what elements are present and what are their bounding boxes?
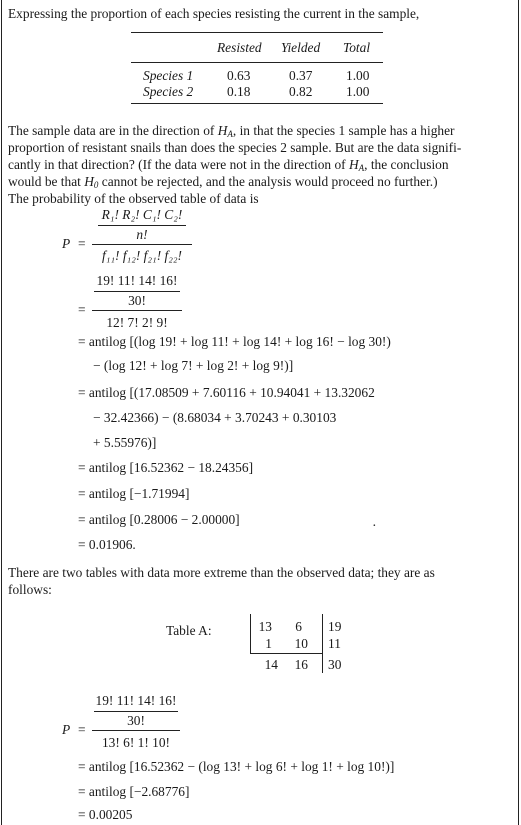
table-a-total: 16 <box>294 657 308 672</box>
formula1-line: = antilog [0.28006 − 2.00000] <box>78 512 240 527</box>
table-top-rule <box>131 32 383 33</box>
formula1-line: = antilog [16.52362 − 18.24356] <box>78 460 254 475</box>
formula1-num-bottom: n! <box>136 227 148 242</box>
table-a-cell: 1 <box>265 636 272 651</box>
table-a-cell: 10 <box>294 636 308 651</box>
cell-s1-yielded: 0.37 <box>289 68 313 83</box>
right-margin-rule <box>518 0 519 825</box>
proportion-table <box>131 32 383 104</box>
left-margin-rule <box>1 0 2 825</box>
formula1-p: P <box>62 236 71 251</box>
formula1-line: = antilog [(log 19! + log 11! + log 14! + log 16! − log 30!) <box>78 334 391 349</box>
table-a-cell: 6 <box>295 619 302 634</box>
table-a-left-rule <box>250 614 251 654</box>
cell-s2-yielded: 0.82 <box>289 84 313 99</box>
table-a-label: Table A: <box>166 623 212 638</box>
formula1-eq: = <box>78 236 86 251</box>
header-resisted: Resisted <box>217 40 262 55</box>
header-total: Total <box>343 40 371 55</box>
cell-s2-resisted: 0.18 <box>227 84 251 99</box>
formula2-num-bottom: 30! <box>127 713 145 728</box>
formula1-line: = antilog [(17.08509 + 7.60116 + 10.94041 + 13.32062 <box>78 385 375 400</box>
table-a-total: 14 <box>264 657 278 672</box>
table-bottom-rule <box>131 103 383 104</box>
cell-s1-resisted: 0.63 <box>227 68 251 83</box>
analysis-paragraph: The sample data are in the direction of $H_A$, in that the species 1 sample has a higher proportion of resistant snails than does the species 2 sample. But are the data signifi- cantly in that direction? (If the data were not in the direction of $H_A$, the conclusion would be that $H_0$ cannot be rejected, and the analysis would proceed no further.) The probability of the observed table of data is <box>8 123 462 206</box>
table-a <box>250 614 360 672</box>
formula2-result: = 0.00205 <box>78 807 133 822</box>
formula1-num-top: R₁! R₂! C₁! C₂! <box>101 207 183 222</box>
formula2-line: = antilog [−2.68776] <box>78 784 190 799</box>
formula1-numeric-fraction <box>92 272 182 332</box>
row-label-species-1: Species 1 <box>143 68 194 83</box>
formula1-eq2: = <box>78 302 86 317</box>
table-header-rule <box>131 62 383 63</box>
formula2-main-bar <box>92 730 180 731</box>
formula1-line: − (log 12! + log 7! + log 2! + log 9!)] <box>93 358 294 373</box>
extreme-tables-paragraph: There are two tables with data more extreme than the observed data; they are as follows: <box>8 565 435 597</box>
formula2-fraction <box>92 692 180 752</box>
table-a-cell: 13 <box>258 619 272 634</box>
table-a-bottom-rule <box>250 653 322 654</box>
row-label-species-2: Species 2 <box>143 84 194 99</box>
formula1-num2-top: 19! 11! 14! 16! <box>96 273 178 288</box>
table-a-right-rule <box>322 614 323 673</box>
formula1-line: = antilog [−1.71994] <box>78 486 190 501</box>
formula2-line: = antilog [16.52362 − (log 13! + log 6! + log 1! + log 10!)] <box>78 759 395 774</box>
intro-text: Expressing the proportion of each species resisting the current in the sample, <box>8 6 420 21</box>
table-a-total: 30 <box>328 657 342 672</box>
header-yielded: Yielded <box>281 40 321 55</box>
cell-s2-total: 1.00 <box>346 84 370 99</box>
formula1-num2-bottom: 30! <box>128 293 146 308</box>
table-a-cell: 11 <box>328 636 341 651</box>
formula1-line: − 32.42366) − (8.68034 + 3.70243 + 0.30103 <box>93 410 337 425</box>
formula2-p: P <box>62 722 71 737</box>
stray-dot: · <box>372 519 377 534</box>
formula1-result: = 0.01906. <box>78 537 136 552</box>
cell-s1-total: 1.00 <box>346 68 370 83</box>
formula2-num-top: 19! 11! 14! 16! <box>95 693 177 708</box>
formula1-line: + 5.55976)] <box>93 435 157 450</box>
formula1-den: f₁₁! f₁₂! f₂₁! f₂₂! <box>101 248 182 263</box>
formula1-main-fraction <box>92 206 192 266</box>
formula1-main-bar <box>92 244 192 245</box>
table-a-cell: 19 <box>328 619 342 634</box>
formula2-eq: = <box>78 722 86 737</box>
formula1-den2: 12! 7! 2! 9! <box>106 315 168 330</box>
formula1-main-bar2 <box>92 310 182 311</box>
formula2-den: 13! 6! 1! 10! <box>101 735 171 750</box>
